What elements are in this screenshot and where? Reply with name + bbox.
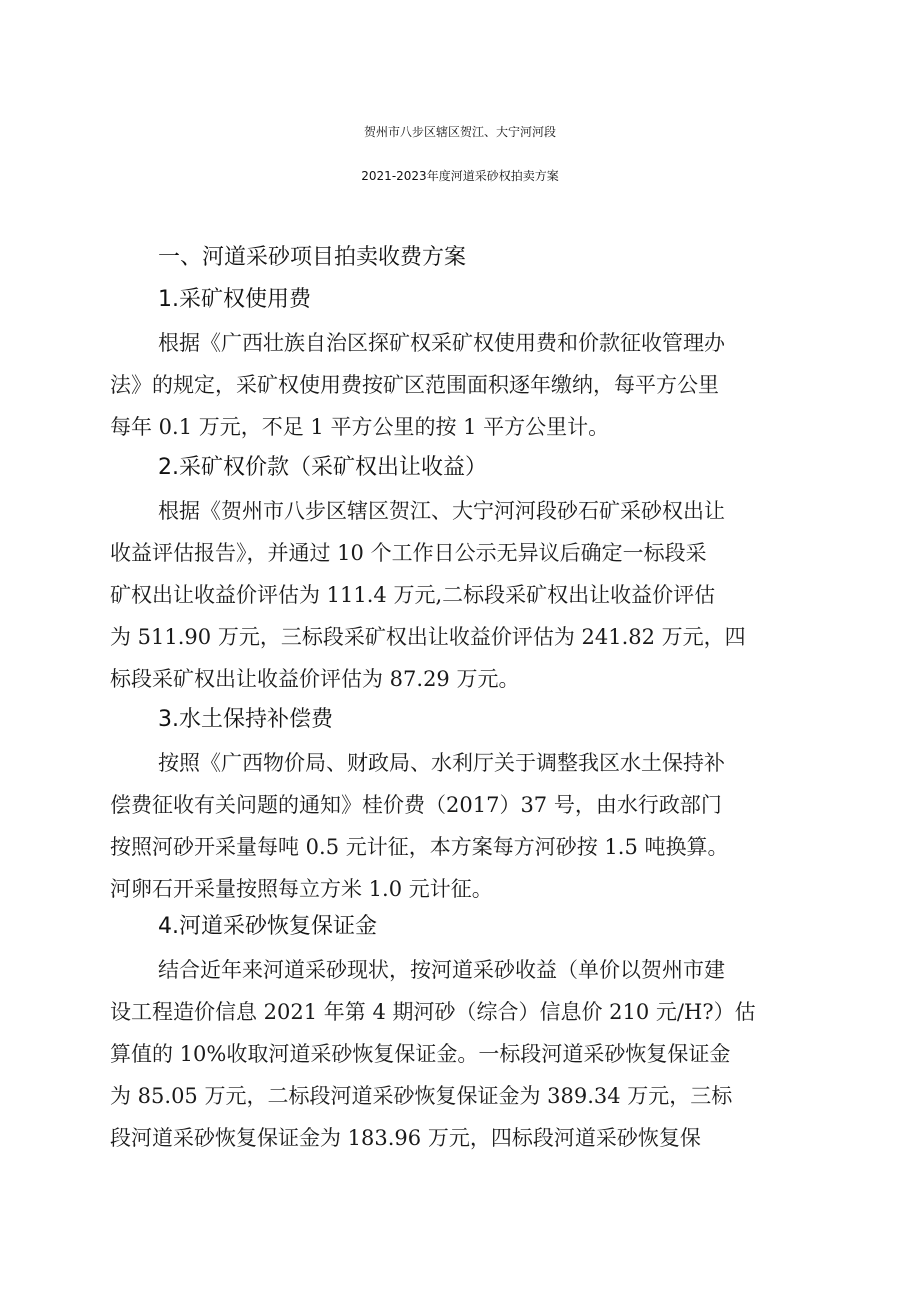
paragraph-line: 按照《广西物价局、财政局、水利厅关于调整我区水土保持补 [158, 751, 725, 775]
item-heading-3: 3.水土保持补偿费 [158, 707, 333, 732]
paragraph-line: 为 511.90 万元，三标段采矿权出让收益价评估为 241.82 万元，四 [110, 625, 746, 649]
paragraph-line: 按照河砂开采量每吨 0.5 元计征，本方案每方河砂按 1.5 吨换算。 [110, 835, 729, 859]
document-title-line-2: 2021-2023年度河道采砂权拍卖方案 [361, 169, 559, 183]
section-heading: 一、河道采砂项目拍卖收费方案 [158, 245, 467, 270]
paragraph-line: 为 85.05 万元，二标段河道采砂恢复保证金为 389.34 万元，三标 [110, 1084, 733, 1108]
paragraph-line: 算值的 10%收取河道采砂恢复保证金。一标段河道采砂恢复保证金 [110, 1042, 731, 1066]
paragraph-line: 段河道采砂恢复保证金为 183.96 万元，四标段河道采砂恢复保 [110, 1126, 701, 1150]
paragraph-line: 矿权出让收益价评估为 111.4 万元,二标段采矿权出让收益价评估 [110, 583, 716, 607]
paragraph-line: 收益评估报告》，并通过 10 个工作日公示无异议后确定一标段采 [110, 541, 707, 565]
paragraph-line: 法》的规定，采矿权使用费按矿区范围面积逐年缴纳，每平方公里 [110, 373, 719, 397]
paragraph-line: 偿费征收有关问题的通知》桂价费（2017）37 号，由水行政部门 [110, 793, 722, 817]
item-heading-1: 1.采矿权使用费 [158, 287, 311, 312]
item-heading-2: 2.采矿权价款（采矿权出让收益） [158, 455, 487, 480]
paragraph-line: 设工程造价信息 2021 年第 4 期河砂（综合）信息价 210 元/H?）估 [110, 1000, 756, 1024]
paragraph-line: 标段采矿权出让收益价评估为 87.29 万元。 [110, 667, 520, 691]
paragraph-line: 河卵石开采量按照每立方米 1.0 元计征。 [110, 877, 493, 901]
paragraph-line: 每年 0.1 万元，不足 1 平方公里的按 1 平方公里计。 [110, 415, 610, 439]
paragraph-line: 根据《广西壮族自治区探矿权采矿权使用费和价款征收管理办 [158, 331, 725, 355]
document-title-line-1: 贺州市八步区辖区贺江、大宁河河段 [363, 125, 556, 139]
paragraph-line: 根据《贺州市八步区辖区贺江、大宁河河段砂石矿采砂权出让 [158, 499, 725, 523]
paragraph-line: 结合近年来河道采砂现状，按河道采砂收益（单价以贺州市建 [158, 958, 725, 982]
item-heading-4: 4.河道采砂恢复保证金 [158, 914, 377, 939]
